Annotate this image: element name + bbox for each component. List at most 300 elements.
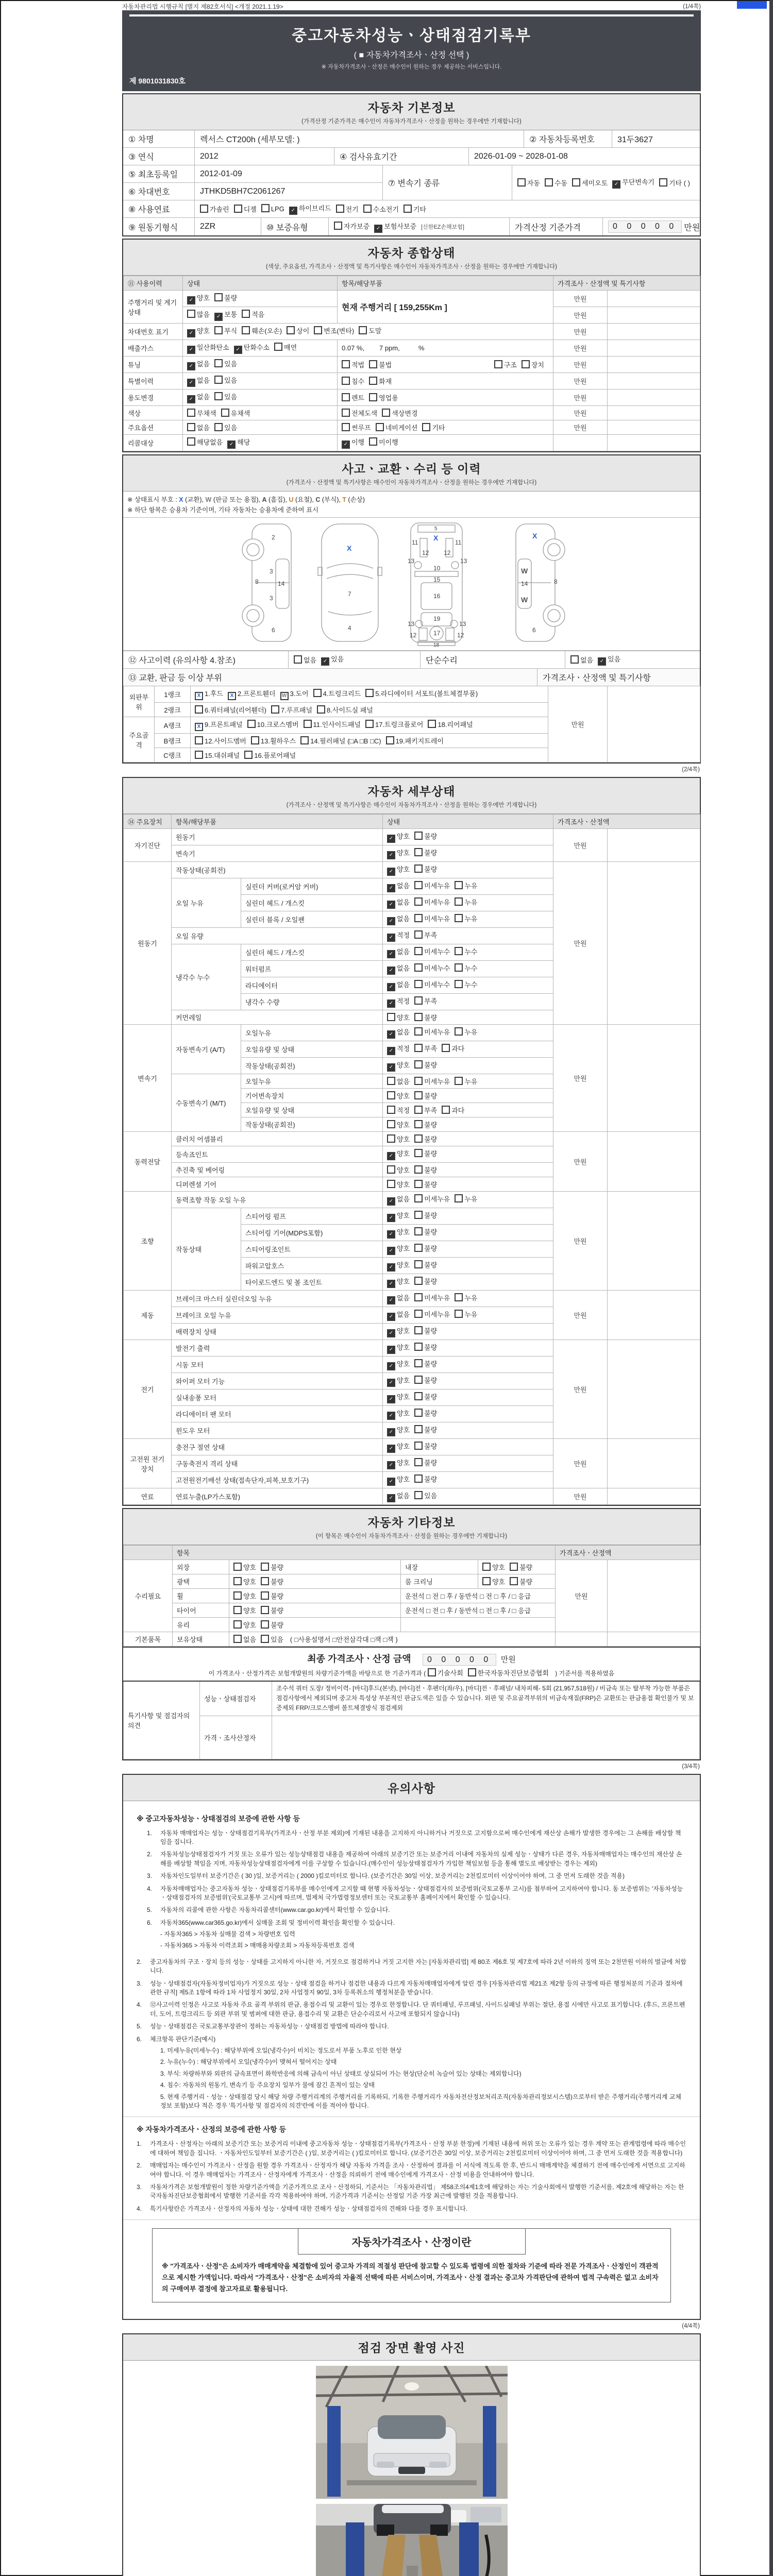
checkbox[interactable]: [455, 897, 463, 906]
checkbox[interactable]: [387, 1120, 395, 1128]
checkbox[interactable]: ✓: [387, 1445, 395, 1453]
checkbox-option[interactable]: [414, 1027, 450, 1037]
checkbox-option[interactable]: [387, 1474, 410, 1486]
checkbox-option[interactable]: [387, 1227, 410, 1239]
checkbox[interactable]: ✓: [387, 1280, 395, 1288]
checkbox[interactable]: [414, 1425, 423, 1433]
checkbox[interactable]: [251, 736, 259, 744]
checkbox[interactable]: [428, 720, 436, 728]
checkbox[interactable]: [313, 689, 322, 697]
checkbox[interactable]: [214, 392, 223, 400]
checkbox-option[interactable]: [482, 1562, 505, 1572]
checkbox-option[interactable]: [414, 1309, 450, 1319]
checkbox[interactable]: [414, 1106, 423, 1114]
checkbox[interactable]: ✓: [387, 950, 395, 958]
checkbox-option[interactable]: [195, 719, 243, 731]
checkbox-option[interactable]: [387, 864, 410, 876]
checkbox-option[interactable]: [227, 437, 250, 449]
checkbox-option[interactable]: [414, 946, 450, 956]
checkbox-option[interactable]: [242, 326, 282, 335]
checkbox[interactable]: [414, 1277, 423, 1285]
checkbox-option[interactable]: [414, 1441, 437, 1451]
checkbox-option[interactable]: [414, 1425, 437, 1434]
checkbox[interactable]: [414, 1060, 423, 1069]
checkbox-option[interactable]: [387, 1441, 410, 1453]
checkbox[interactable]: [510, 1563, 518, 1571]
checkbox[interactable]: ✓: [387, 999, 395, 1008]
checkbox-option[interactable]: [387, 930, 410, 942]
checkbox[interactable]: [455, 980, 463, 988]
checkbox-option[interactable]: [369, 437, 398, 447]
checkbox-option[interactable]: [387, 1194, 410, 1206]
checkbox[interactable]: ✓: [598, 657, 606, 666]
checkbox-option[interactable]: [387, 1326, 410, 1337]
checkbox-option[interactable]: [414, 1076, 450, 1086]
checkbox-option[interactable]: [414, 1490, 437, 1500]
checkbox-option[interactable]: [510, 1577, 532, 1586]
checkbox-option[interactable]: [261, 1634, 283, 1644]
checkbox[interactable]: [304, 720, 312, 728]
checkbox-option[interactable]: [359, 326, 381, 335]
checkbox-option[interactable]: [414, 1148, 437, 1158]
checkbox[interactable]: ✓: [374, 225, 382, 233]
checkbox[interactable]: [365, 720, 374, 728]
checkbox-option[interactable]: [317, 705, 373, 715]
checkbox-option[interactable]: [233, 1577, 256, 1586]
checkbox[interactable]: [545, 178, 553, 187]
checkbox-option[interactable]: [342, 360, 364, 369]
checkbox[interactable]: [510, 1577, 518, 1585]
checkbox-option[interactable]: [517, 178, 540, 188]
checkbox-option[interactable]: [414, 963, 450, 973]
checkbox-option[interactable]: [387, 1043, 410, 1055]
checkbox-option[interactable]: [455, 1293, 477, 1302]
checkbox[interactable]: [369, 437, 377, 446]
checkbox[interactable]: [414, 914, 423, 922]
checkbox[interactable]: [482, 1577, 491, 1585]
checkbox[interactable]: [414, 1392, 423, 1400]
checkbox[interactable]: [570, 655, 579, 664]
checkbox[interactable]: [494, 360, 502, 368]
checkbox[interactable]: [214, 359, 223, 367]
checkbox-option[interactable]: [214, 293, 237, 302]
checkbox-option[interactable]: [233, 1591, 256, 1601]
checkbox-option[interactable]: [387, 979, 410, 991]
checkbox-option[interactable]: [387, 1342, 410, 1354]
checkbox-option[interactable]: [428, 719, 473, 729]
checkbox[interactable]: ✓: [387, 1395, 395, 1403]
checkbox[interactable]: ✓: [387, 1329, 395, 1337]
checkbox[interactable]: [261, 1591, 269, 1600]
checkbox-option[interactable]: [414, 897, 450, 907]
checkbox[interactable]: [455, 1194, 463, 1202]
checkbox[interactable]: [261, 1577, 269, 1585]
checkbox-option[interactable]: [387, 1243, 410, 1255]
checkbox[interactable]: [363, 205, 372, 213]
checkbox[interactable]: [314, 326, 322, 334]
checkbox-option[interactable]: [414, 1105, 437, 1115]
checkbox-option[interactable]: [414, 979, 450, 989]
checkbox[interactable]: [195, 705, 203, 714]
checkbox-option[interactable]: [187, 375, 210, 387]
checkbox-option[interactable]: [414, 1375, 437, 1385]
checkbox[interactable]: [414, 1149, 423, 1157]
checkbox[interactable]: [455, 1027, 463, 1036]
checkbox-option[interactable]: [387, 1076, 410, 1086]
checkbox-option[interactable]: [387, 1425, 410, 1436]
checkbox[interactable]: [414, 1120, 423, 1128]
checkbox[interactable]: ✓: [187, 362, 195, 370]
checkbox[interactable]: [214, 376, 223, 384]
checkbox-option[interactable]: [414, 831, 437, 841]
checkbox-option[interactable]: [386, 736, 444, 745]
checkbox[interactable]: ✓: [387, 835, 395, 843]
checkbox-option[interactable]: [387, 1458, 410, 1469]
checkbox[interactable]: [455, 947, 463, 955]
checkbox-option[interactable]: [187, 309, 210, 319]
checkbox[interactable]: X: [195, 723, 203, 731]
checkbox[interactable]: [233, 1635, 242, 1643]
checkbox-option[interactable]: [598, 654, 620, 666]
checkbox-option[interactable]: [304, 719, 361, 729]
checkbox[interactable]: ✓: [387, 1063, 395, 1072]
checkbox-option[interactable]: [387, 1091, 410, 1100]
checkbox[interactable]: ✓: [387, 1346, 395, 1354]
checkbox-option[interactable]: [387, 1309, 410, 1321]
checkbox[interactable]: [455, 1310, 463, 1318]
checkbox[interactable]: ✓: [387, 1247, 395, 1255]
checkbox-option[interactable]: [404, 204, 426, 214]
checkbox-option[interactable]: [570, 655, 593, 665]
checkbox[interactable]: [233, 1606, 242, 1614]
checkbox-option[interactable]: [455, 1309, 477, 1319]
checkbox[interactable]: ✓: [342, 440, 350, 449]
checkbox[interactable]: X: [195, 692, 203, 700]
checkbox-option[interactable]: [221, 408, 250, 418]
checkbox-option[interactable]: [428, 1668, 463, 1677]
checkbox[interactable]: ✓: [387, 967, 395, 975]
checkbox-option[interactable]: [414, 1474, 437, 1484]
checkbox[interactable]: ✓: [612, 180, 620, 189]
checkbox-option[interactable]: [387, 831, 410, 843]
checkbox-option[interactable]: [387, 1392, 410, 1403]
checkbox[interactable]: ✓: [387, 1428, 395, 1436]
checkbox-option[interactable]: [455, 880, 477, 890]
checkbox[interactable]: ✓: [187, 379, 195, 387]
checkbox-option[interactable]: [187, 437, 223, 447]
checkbox[interactable]: [200, 205, 208, 213]
checkbox-option[interactable]: [414, 1260, 437, 1269]
checkbox-option[interactable]: [214, 422, 237, 432]
checkbox-option[interactable]: [414, 1120, 437, 1129]
checkbox-option[interactable]: [387, 1027, 410, 1039]
checkbox[interactable]: [414, 1077, 423, 1085]
checkbox[interactable]: [522, 360, 530, 368]
checkbox[interactable]: [187, 310, 195, 318]
checkbox-option[interactable]: [363, 204, 399, 214]
checkbox[interactable]: [187, 423, 195, 431]
checkbox-option[interactable]: [414, 1012, 437, 1022]
checkbox-option[interactable]: [187, 392, 210, 403]
checkbox[interactable]: [233, 1563, 242, 1571]
checkbox-option[interactable]: [387, 880, 410, 892]
checkbox[interactable]: ✓: [387, 1379, 395, 1387]
checkbox-option[interactable]: [414, 996, 437, 1006]
checkbox[interactable]: [442, 1044, 450, 1052]
checkbox-option[interactable]: [414, 1243, 437, 1253]
checkbox[interactable]: [247, 720, 256, 728]
checkbox-option[interactable]: [659, 178, 690, 188]
checkbox-option[interactable]: [387, 1134, 410, 1144]
checkbox[interactable]: [369, 393, 377, 401]
checkbox-option[interactable]: [414, 1165, 437, 1175]
checkbox-option[interactable]: [233, 1562, 256, 1572]
checkbox[interactable]: [365, 689, 374, 697]
checkbox-option[interactable]: [387, 1120, 410, 1129]
checkbox-option[interactable]: [187, 359, 210, 370]
checkbox[interactable]: [242, 326, 250, 334]
checkbox[interactable]: ✓: [387, 884, 395, 892]
checkbox[interactable]: [455, 914, 463, 922]
checkbox-option[interactable]: [251, 736, 296, 745]
checkbox-option[interactable]: [382, 408, 417, 418]
checkbox[interactable]: ✓: [387, 1494, 395, 1502]
checkbox[interactable]: W: [280, 692, 289, 700]
checkbox[interactable]: [404, 205, 412, 213]
checkbox[interactable]: [334, 222, 342, 230]
checkbox-option[interactable]: [242, 309, 264, 319]
checkbox-option[interactable]: [294, 655, 316, 665]
corner-badge[interactable]: [737, 1, 767, 9]
checkbox[interactable]: ✓: [387, 1197, 395, 1206]
checkbox-option[interactable]: [414, 848, 437, 857]
checkbox-option[interactable]: [482, 1577, 505, 1586]
checkbox-option[interactable]: [387, 1490, 410, 1502]
checkbox-option[interactable]: [376, 422, 418, 432]
checkbox[interactable]: [414, 1211, 423, 1219]
checkbox[interactable]: [382, 409, 390, 417]
checkbox-option[interactable]: [214, 375, 237, 385]
checkbox-option[interactable]: [414, 1043, 437, 1053]
checkbox-option[interactable]: [455, 946, 477, 956]
checkbox-option[interactable]: [342, 437, 364, 449]
checkbox[interactable]: [233, 1591, 242, 1600]
checkbox-option[interactable]: [187, 408, 216, 418]
checkbox[interactable]: [414, 865, 423, 873]
checkbox[interactable]: [414, 947, 423, 955]
checkbox[interactable]: [414, 1376, 423, 1384]
checkbox[interactable]: [414, 1013, 423, 1021]
checkbox-option[interactable]: [414, 1227, 437, 1236]
checkbox[interactable]: [294, 655, 302, 664]
checkbox-option[interactable]: [261, 1562, 283, 1572]
checkbox-option[interactable]: [342, 393, 364, 402]
checkbox[interactable]: [414, 1260, 423, 1268]
checkbox[interactable]: ✓: [387, 1362, 395, 1370]
checkbox-option[interactable]: [387, 913, 410, 925]
checkbox[interactable]: [455, 963, 463, 972]
checkbox[interactable]: [414, 1442, 423, 1450]
checkbox[interactable]: ✓: [387, 1263, 395, 1272]
checkbox-option[interactable]: [414, 1326, 437, 1335]
checkbox[interactable]: [659, 178, 667, 187]
checkbox-option[interactable]: [414, 1392, 437, 1401]
checkbox[interactable]: ✓: [387, 983, 395, 991]
checkbox[interactable]: [187, 437, 195, 446]
checkbox-option[interactable]: [387, 1408, 410, 1420]
checkbox[interactable]: ✓: [214, 313, 223, 321]
checkbox-option[interactable]: [334, 221, 369, 231]
checkbox-option[interactable]: [414, 1359, 437, 1368]
checkbox-option[interactable]: [214, 359, 237, 368]
checkbox-option[interactable]: [387, 1060, 410, 1072]
checkbox-option[interactable]: [414, 1091, 437, 1100]
checkbox[interactable]: [414, 848, 423, 856]
checkbox[interactable]: [221, 409, 229, 417]
checkbox-option[interactable]: [314, 326, 354, 335]
checkbox-option[interactable]: [195, 688, 223, 700]
checkbox[interactable]: [376, 423, 384, 431]
checkbox-option[interactable]: [414, 1134, 437, 1144]
checkbox[interactable]: [387, 1134, 395, 1143]
checkbox-option[interactable]: [414, 1342, 437, 1352]
checkbox[interactable]: [387, 1165, 395, 1174]
checkbox[interactable]: X: [228, 692, 236, 700]
checkbox-option[interactable]: [455, 897, 477, 907]
checkbox-option[interactable]: [280, 688, 309, 700]
checkbox[interactable]: [414, 1165, 423, 1174]
checkbox[interactable]: ✓: [387, 1412, 395, 1420]
checkbox-option[interactable]: [195, 750, 240, 760]
checkbox[interactable]: [414, 1293, 423, 1301]
checkbox[interactable]: [369, 360, 377, 368]
checkbox[interactable]: [414, 897, 423, 906]
checkbox[interactable]: ✓: [187, 346, 195, 354]
checkbox[interactable]: ✓: [227, 440, 236, 449]
checkbox[interactable]: [342, 360, 350, 368]
checkbox[interactable]: [414, 1134, 423, 1143]
checkbox-option[interactable]: [195, 736, 246, 745]
checkbox-option[interactable]: [195, 705, 266, 715]
checkbox[interactable]: [414, 1044, 423, 1052]
checkbox[interactable]: [414, 963, 423, 972]
checkbox[interactable]: [455, 1077, 463, 1085]
checkbox-option[interactable]: [365, 719, 423, 729]
checkbox[interactable]: [233, 1577, 242, 1585]
checkbox-option[interactable]: [233, 1634, 256, 1644]
checkbox-option[interactable]: [414, 1194, 450, 1204]
checkbox-option[interactable]: [233, 1605, 256, 1615]
checkbox-option[interactable]: [387, 897, 410, 909]
checkbox[interactable]: ✓: [187, 329, 195, 337]
checkbox[interactable]: [414, 1359, 423, 1367]
checkbox-option[interactable]: [287, 326, 309, 335]
checkbox[interactable]: [414, 1180, 423, 1188]
checkbox[interactable]: ✓: [387, 1230, 395, 1239]
checkbox-option[interactable]: [442, 1043, 464, 1053]
checkbox[interactable]: [442, 1106, 450, 1114]
checkbox[interactable]: [414, 881, 423, 889]
checkbox[interactable]: ✓: [289, 207, 297, 215]
checkbox[interactable]: [336, 205, 344, 213]
checkbox[interactable]: [414, 1458, 423, 1466]
checkbox-option[interactable]: [455, 913, 477, 923]
checkbox[interactable]: [359, 326, 367, 334]
checkbox[interactable]: [195, 736, 203, 744]
checkbox-option[interactable]: [387, 1375, 410, 1387]
checkbox[interactable]: [317, 705, 325, 714]
checkbox[interactable]: [455, 881, 463, 889]
checkbox-option[interactable]: [234, 342, 270, 354]
checkbox-option[interactable]: [455, 963, 477, 973]
checkbox[interactable]: [414, 1343, 423, 1351]
checkbox-option[interactable]: [414, 913, 450, 923]
checkbox[interactable]: ✓: [387, 1047, 395, 1055]
checkbox[interactable]: [414, 980, 423, 988]
checkbox[interactable]: [414, 1491, 423, 1499]
checkbox[interactable]: ✓: [387, 1313, 395, 1321]
checkbox[interactable]: [261, 204, 270, 212]
checkbox[interactable]: [244, 751, 253, 759]
checkbox-option[interactable]: [387, 1260, 410, 1272]
checkbox-option[interactable]: [271, 705, 312, 715]
checkbox-option[interactable]: [455, 1027, 477, 1037]
checkbox[interactable]: [414, 1091, 423, 1099]
checkbox-option[interactable]: [342, 408, 377, 418]
checkbox[interactable]: [414, 1244, 423, 1252]
checkbox-option[interactable]: [214, 309, 237, 321]
checkbox[interactable]: ✓: [321, 657, 329, 666]
checkbox[interactable]: ✓: [387, 1214, 395, 1222]
checkbox[interactable]: [387, 1013, 395, 1021]
checkbox[interactable]: [214, 423, 223, 431]
checkbox-option[interactable]: [387, 1293, 410, 1304]
checkbox-option[interactable]: [244, 750, 296, 760]
checkbox-option[interactable]: [187, 326, 210, 337]
checkbox[interactable]: [261, 1635, 269, 1643]
checkbox[interactable]: [414, 996, 423, 1005]
checkbox[interactable]: [214, 293, 223, 301]
checkbox[interactable]: [387, 1180, 395, 1188]
checkbox-option[interactable]: [387, 1105, 410, 1115]
checkbox-option[interactable]: [455, 1076, 477, 1086]
checkbox-option[interactable]: [234, 204, 257, 214]
checkbox-option[interactable]: [261, 1605, 283, 1615]
checkbox[interactable]: ✓: [387, 934, 395, 942]
checkbox-option[interactable]: [414, 1276, 437, 1286]
checkbox[interactable]: [414, 930, 423, 939]
checkbox-option[interactable]: [414, 1458, 437, 1467]
checkbox[interactable]: [572, 178, 580, 187]
checkbox-option[interactable]: [200, 204, 229, 214]
checkbox-option[interactable]: [414, 930, 437, 940]
checkbox[interactable]: [482, 1563, 491, 1571]
checkbox[interactable]: [287, 326, 295, 334]
checkbox-option[interactable]: [261, 204, 284, 214]
checkbox[interactable]: [300, 736, 309, 744]
checkbox[interactable]: [414, 1326, 423, 1334]
checkbox[interactable]: ✓: [187, 395, 195, 403]
checkbox[interactable]: ✓: [187, 296, 195, 304]
checkbox-option[interactable]: [510, 1562, 532, 1572]
checkbox[interactable]: [342, 409, 350, 417]
checkbox[interactable]: [261, 1606, 269, 1614]
checkbox-option[interactable]: [274, 342, 297, 352]
checkbox-option[interactable]: [455, 1194, 477, 1204]
checkbox-option[interactable]: [442, 1105, 464, 1115]
checkbox-option[interactable]: [187, 293, 210, 304]
checkbox-option[interactable]: [414, 880, 450, 890]
